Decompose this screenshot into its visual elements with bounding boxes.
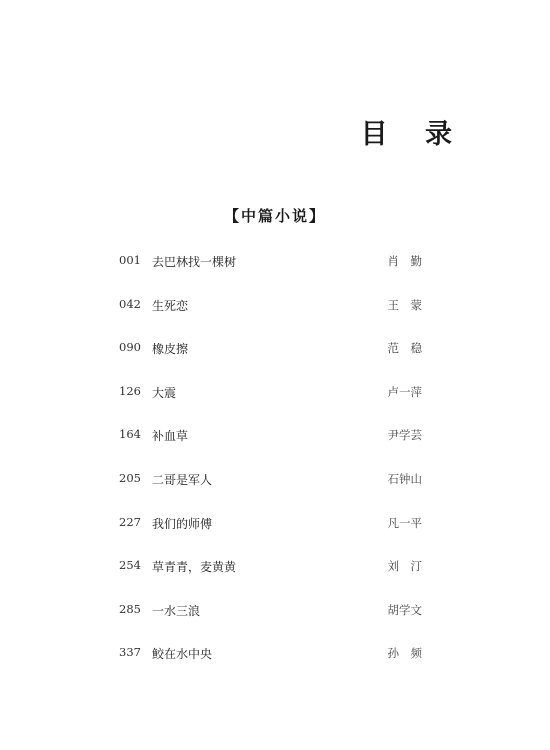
section-heading: 【中篇小说】 — [223, 207, 326, 225]
toc-title: 大震 — [152, 385, 177, 400]
toc-page-number: 001 — [119, 253, 141, 267]
toc-page-number: 126 — [119, 383, 141, 398]
toc-entry[interactable] — [0, 384, 550, 428]
toc-entry[interactable] — [0, 515, 550, 559]
toc-title: 草青青，麦黄黄 — [152, 560, 237, 575]
toc-author: 肖 勤 — [387, 254, 422, 268]
toc-title: 二哥是军人 — [152, 472, 213, 487]
toc-title: 橡皮擦 — [152, 342, 189, 357]
toc-page-number: 254 — [119, 558, 141, 573]
toc-entry[interactable] — [0, 427, 550, 471]
toc-title: 我们的师傅 — [152, 516, 213, 531]
toc-entry[interactable] — [0, 645, 550, 689]
toc-author: 凡一平 — [387, 515, 422, 530]
toc-page-number: 090 — [119, 340, 141, 355]
toc-entry[interactable] — [0, 253, 550, 297]
toc-title: 鲛在水中央 — [152, 647, 213, 662]
toc-page-number: 227 — [119, 514, 141, 529]
toc-entry[interactable] — [0, 602, 550, 646]
toc-author: 尹学芸 — [387, 428, 422, 443]
toc-author: 王 蒙 — [387, 297, 422, 312]
toc-title: 补血草 — [152, 429, 189, 444]
toc-author: 范 稳 — [387, 341, 422, 356]
toc-author: 孙 频 — [387, 646, 422, 661]
toc-page-number: 285 — [119, 601, 141, 616]
toc-entry[interactable] — [0, 471, 550, 515]
toc-page-number: 164 — [119, 427, 141, 442]
toc-title: 一水三浪 — [152, 603, 201, 618]
toc-author: 卢一萍 — [387, 384, 422, 399]
toc-page-number: 042 — [119, 296, 141, 311]
toc-entry[interactable] — [0, 340, 550, 384]
toc-author: 石钟山 — [387, 471, 422, 486]
toc-title: 生死恋 — [152, 298, 189, 313]
toc-author: 胡学文 — [387, 602, 422, 617]
toc-entry[interactable] — [0, 297, 550, 341]
toc-page-number: 205 — [119, 470, 141, 485]
toc-page-number: 337 — [119, 645, 141, 660]
toc-title: 去巴林找一棵树 — [152, 255, 237, 269]
toc-author: 刘 汀 — [387, 559, 422, 574]
toc-list — [0, 253, 550, 689]
page-title: 目 录 — [360, 119, 466, 150]
toc-entry[interactable] — [0, 558, 550, 602]
